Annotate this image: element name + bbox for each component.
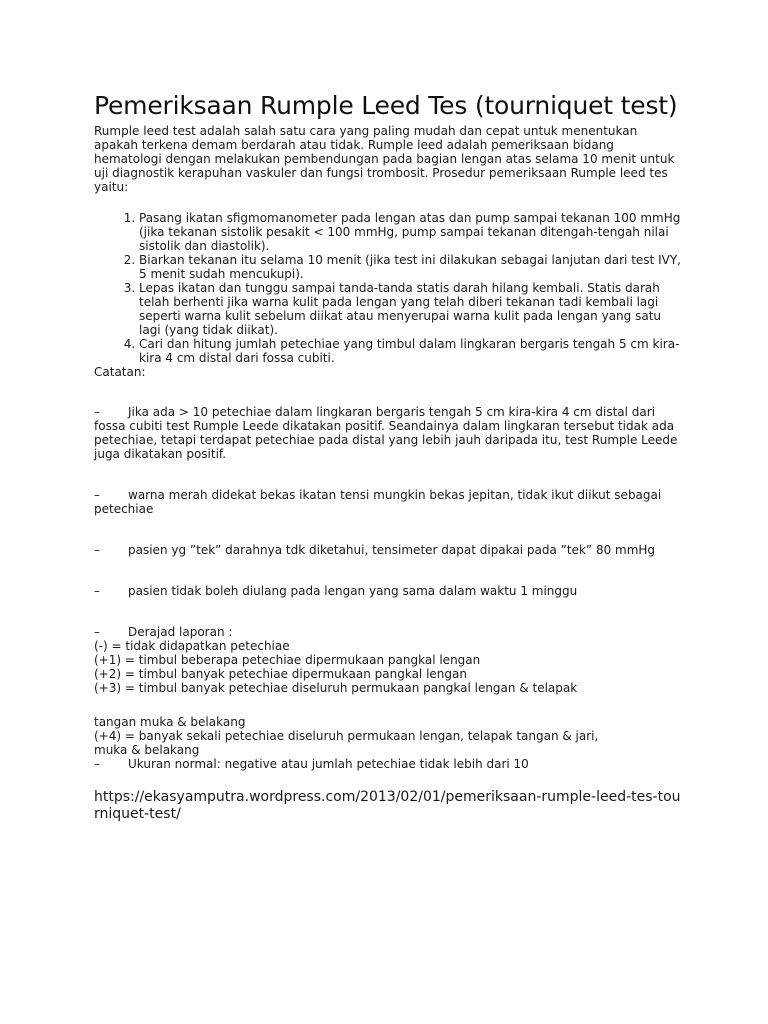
notes-label: Catatan:: [94, 365, 146, 379]
note-text: pasien yg ”tek” darahnya tdk diketahui, tensimeter dapat dipakai pada ”tek” 80 mmHg: [128, 543, 656, 557]
grade-line: (+2) = timbul banyak petechiae dipermukaan pangkal lengan: [94, 667, 467, 681]
dash-bullet: –: [94, 757, 100, 771]
note-item: [94, 543, 684, 557]
note-text: pasien tidak boleh diulang pada lengan yang sama dalam waktu 1 minggu: [128, 584, 578, 598]
grade-line: (+3) = timbul banyak petechiae diseluruh permukaan pangkal lengan & telapak: [94, 681, 578, 695]
note-item: [94, 488, 684, 516]
source-url[interactable]: https://ekasyamputra.wordpress.com/2013/02/01/pemeriksaan-rumple-leed-tes-tourniquet-test/: [94, 789, 681, 822]
note-text: Jika ada > 10 petechiae dalam lingkaran bergaris tengah 5 cm kira-kira 4 cm distal dari fossa cubiti test Rumple Leede dikatakan positif. Seandainya dalam lingkaran tersebut tidak ada petechiae, tetapi terdapat petechiae pada distal yang lebih jauh daripada itu, test Rumple Leede juga dikatakan positif.: [94, 405, 678, 461]
list-item: 3. Lepas ikatan dan tunggu sampai tanda-tanda statis darah hilang kembali. Statis darah telah berhenti jika warna kulit pada lengan yang telah diberi tekanan tadi kembali lagi seperti warna kulit sebelum diikat atau menyerupai warna kulit pada lengan yang satu lagi (yang tidak diikat).: [139, 281, 684, 337]
dash-bullet: –: [94, 625, 100, 639]
grade-line: (+1) = timbul beberapa petechiae dipermukaan pangkal lengan: [94, 653, 481, 667]
procedure-steps-list: [94, 211, 684, 365]
note-text: warna merah didekat bekas ikatan tensi mungkin bekas jepitan, tidak ikut diikut sebagai petechiae: [94, 488, 662, 516]
note-item: [94, 625, 684, 639]
grade-list: [94, 639, 684, 695]
list-item: 2. Biarkan tekanan itu selama 10 menit (jika test ini dilakukan sebagai lanjutan dari test IVY, 5 menit sudah mencukupi).: [139, 253, 684, 281]
intro-paragraph: Rumple leed test adalah salah satu cara yang paling mudah dan cepat untuk menentukan apakah terkena demam berdarah atau tidak. Rumple leed adalah pemeriksaan bidang hematologi dengan melakukan pembendungan pada bagian lengan atas selama 10 menit untuk uji diagnostik kerapuhan vaskuler dan fungsi trombosit. Prosedur pemeriksaan Rumple leed tes yaitu:: [94, 124, 675, 194]
note-text: Derajad laporan :: [128, 625, 233, 639]
grade-continuation: tangan muka & belakang: [94, 715, 246, 729]
page-title: Pemeriksaan Rumple Leed Tes (tourniquet test): [94, 91, 678, 120]
dash-bullet: –: [94, 405, 100, 419]
note-item: [94, 405, 684, 461]
list-item: 4. Cari dan hitung jumlah petechiae yang timbul dalam lingkaran bergaris tengah 5 cm kira-kira 4 cm distal dari fossa cubiti.: [139, 337, 684, 365]
dash-bullet: –: [94, 543, 100, 557]
grade-line: (-) = tidak didapatkan petechiae: [94, 639, 290, 653]
dash-bullet: –: [94, 584, 100, 598]
grade-continuation: muka & belakang: [94, 743, 200, 757]
grade-line: (+4) = banyak sekali petechiae diseluruh permukaan lengan, telapak tangan & jari,: [94, 729, 599, 743]
dash-bullet: –: [94, 488, 100, 502]
document-page: [94, 90, 684, 823]
note-text: Ukuran normal: negative atau jumlah petechiae tidak lebih dari 10: [128, 757, 529, 771]
note-item: [94, 584, 684, 598]
note-item: [94, 757, 684, 771]
list-item: 1. Pasang ikatan sfigmomanometer pada lengan atas dan pump sampai tekanan 100 mmHg (jika tekanan sistolik pesakit < 100 mmHg, pump sampai tekanan ditengah-tengah nilai sistolik dan diastolik).: [139, 211, 684, 253]
